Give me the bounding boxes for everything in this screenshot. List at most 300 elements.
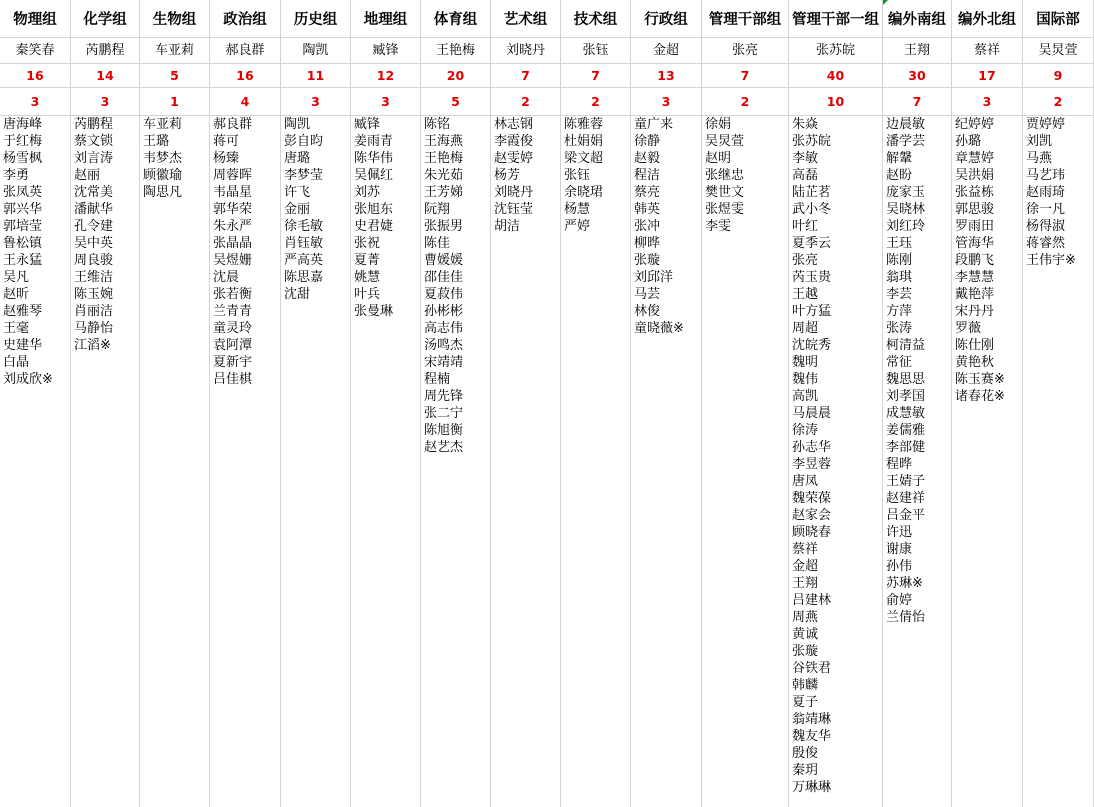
member-count-cell[interactable]: 17 [952,64,1022,88]
member-cell[interactable]: 黄艳秋 [955,355,995,370]
member-cell[interactable]: 鲁松镇 [3,236,43,251]
member-cell[interactable]: 陈华伟 [354,151,394,166]
group-column[interactable] [71,0,140,807]
group-name-cell[interactable]: 艺术组 [491,0,560,38]
member-cell[interactable]: 车亚莉 [143,117,183,132]
member-cell[interactable]: 唐海峰 [3,117,43,132]
member-cell[interactable]: 兰倩怡 [886,610,926,625]
member-cell[interactable]: 吴中英 [74,236,114,251]
member-cell[interactable]: 赵毅 [634,151,661,166]
member-cell[interactable]: 史君婕 [354,219,394,234]
member-cell[interactable]: 马芸 [634,287,661,302]
member-cell[interactable]: 诸春花※ [955,389,1005,404]
member-cell[interactable]: 程晔 [886,457,913,472]
member-cell[interactable]: 孔令建 [74,219,114,234]
member-cell[interactable]: 吕金平 [886,508,926,523]
member-cell[interactable]: 曹媛媛 [424,253,464,268]
member-cell[interactable]: 陆芷茗 [792,185,832,200]
member-cell[interactable]: 李霞俊 [494,134,534,149]
member-cell[interactable]: 蔡亮 [634,185,661,200]
member-count-cell[interactable]: 16 [0,64,70,88]
group-leader-cell[interactable]: 刘晓丹 [491,38,560,64]
member-cell[interactable]: 殷俊 [792,746,819,761]
member-cell[interactable]: 蒋睿然 [1026,236,1066,251]
member-count-cell[interactable]: 13 [631,64,701,88]
member-cell[interactable]: 邵佳佳 [424,270,464,285]
group-name-cell[interactable]: 国际部 [1023,0,1093,38]
group-leader-cell[interactable]: 吴炅萱 [1023,38,1093,64]
member-cell[interactable]: 陈仕刚 [955,338,995,353]
member-cell[interactable]: 刘苏 [354,185,381,200]
member-cell[interactable]: 赵家会 [792,508,832,523]
member-cell[interactable]: 彭自昀 [284,134,324,149]
active-count-cell[interactable]: 3 [71,88,139,116]
member-cell[interactable]: 武小冬 [792,202,832,217]
member-cell[interactable]: 罗薇 [955,321,982,336]
group-leader-cell[interactable]: 芮鹏程 [71,38,139,64]
member-cell[interactable]: 俞婷 [886,593,913,608]
member-cell[interactable]: 赵盼 [886,168,913,183]
member-cell[interactable]: 白晶 [3,355,30,370]
member-cell[interactable]: 张涛 [886,321,913,336]
group-name-cell[interactable]: 编外北组 [952,0,1022,38]
active-count-cell[interactable]: 10 [789,88,882,116]
member-cell[interactable]: 刘红玲 [886,219,926,234]
group-leader-cell[interactable]: 秦笑春 [0,38,70,64]
active-count-cell[interactable]: 3 [281,88,350,116]
group-column[interactable] [789,0,883,807]
member-cell[interactable]: 江滔※ [74,338,111,353]
member-cell[interactable]: 李部健 [886,440,926,455]
member-cell[interactable]: 张继忠 [705,168,745,183]
member-cell[interactable]: 黄诚 [792,627,819,642]
member-cell[interactable]: 芮玉贵 [792,270,832,285]
member-count-cell[interactable]: 30 [883,64,951,88]
group-name-cell[interactable]: 管理干部一组 [789,0,882,38]
member-cell[interactable]: 郝良群 [213,117,253,132]
group-leader-cell[interactable]: 陶凯 [281,38,350,64]
active-count-cell[interactable]: 2 [491,88,560,116]
member-cell[interactable]: 魏思思 [886,372,926,387]
member-cell[interactable]: 赵丽 [74,168,101,183]
member-cell[interactable]: 李梦莹 [284,168,324,183]
member-cell[interactable]: 陈佳 [424,236,451,251]
member-cell[interactable]: 李勇 [3,168,30,183]
member-cell[interactable]: 杨慧 [564,202,591,217]
member-cell[interactable]: 刘言涛 [74,151,114,166]
member-cell[interactable]: 常征 [886,355,913,370]
member-cell[interactable]: 周燕 [792,610,819,625]
group-column[interactable] [952,0,1023,807]
member-cell[interactable]: 顾徽瑜 [143,168,183,183]
member-cell[interactable]: 李昱蓉 [792,457,832,472]
member-cell[interactable]: 孙志华 [792,440,832,455]
member-cell[interactable]: 章慧婷 [955,151,995,166]
group-name-cell[interactable]: 生物组 [140,0,209,38]
member-cell[interactable]: 管海华 [955,236,995,251]
member-cell[interactable]: 叶红 [792,219,819,234]
member-cell[interactable]: 马艺玮 [1026,168,1066,183]
member-cell[interactable]: 杨芳 [494,168,521,183]
member-cell[interactable]: 魏伟 [792,372,819,387]
group-name-cell[interactable]: 化学组 [71,0,139,38]
member-cell[interactable]: 刘晓丹 [494,185,534,200]
member-cell[interactable]: 高志伟 [424,321,464,336]
member-cell[interactable]: 夏菁 [354,253,381,268]
active-count-cell[interactable]: 3 [0,88,70,116]
member-count-cell[interactable]: 7 [702,64,788,88]
member-count-cell[interactable]: 9 [1023,64,1093,88]
member-cell[interactable]: 刘孝国 [886,389,926,404]
member-cell[interactable]: 孙璐 [955,134,982,149]
member-cell[interactable]: 贾婷婷 [1026,117,1066,132]
member-cell[interactable]: 柳晔 [634,236,661,251]
member-cell[interactable]: 柯清益 [886,338,926,353]
member-cell[interactable]: 成慧敏 [886,406,926,421]
group-leader-cell[interactable]: 张亮 [702,38,788,64]
group-leader-cell[interactable]: 蔡祥 [952,38,1022,64]
group-leader-cell[interactable]: 王艳梅 [421,38,490,64]
active-count-cell[interactable]: 5 [421,88,490,116]
member-cell[interactable]: 夏子 [792,695,819,710]
group-name-cell[interactable]: 行政组 [631,0,701,38]
active-count-cell[interactable]: 3 [631,88,701,116]
member-cell[interactable]: 韩麟 [792,678,819,693]
group-name-cell[interactable]: 政治组 [210,0,280,38]
member-cell[interactable]: 蔡祥 [792,542,819,557]
member-cell[interactable]: 赵雅琴 [3,304,43,319]
member-cell[interactable]: 吴晓林 [886,202,926,217]
member-cell[interactable]: 翁琪 [886,270,913,285]
member-cell[interactable]: 宋丹丹 [955,304,995,319]
group-leader-cell[interactable]: 郝良群 [210,38,280,64]
member-cell[interactable]: 王维洁 [74,270,114,285]
group-column[interactable] [561,0,631,807]
member-cell[interactable]: 徐娟 [705,117,732,132]
member-cell[interactable]: 孙彬彬 [424,304,464,319]
member-cell[interactable]: 潘学芸 [886,134,926,149]
member-count-cell[interactable]: 20 [421,64,490,88]
member-cell[interactable]: 沈常美 [74,185,114,200]
member-cell[interactable]: 万琳琳 [792,780,832,795]
member-cell[interactable]: 谷铁君 [792,661,832,676]
member-cell[interactable]: 吴煜姗 [213,253,253,268]
member-cell[interactable]: 韩英 [634,202,661,217]
member-cell[interactable]: 史建华 [3,338,43,353]
group-column[interactable] [491,0,561,807]
member-cell[interactable]: 王海燕 [424,134,464,149]
member-cell[interactable]: 杜娟娟 [564,134,604,149]
group-leader-cell[interactable]: 臧锋 [351,38,420,64]
member-cell[interactable]: 刘凯 [1026,134,1053,149]
group-leader-cell[interactable]: 张钰 [561,38,630,64]
member-cell[interactable]: 陈旭衡 [424,423,464,438]
member-cell[interactable]: 高磊 [792,168,819,183]
member-cell[interactable]: 张若衡 [213,287,253,302]
member-cell[interactable]: 纪婷婷 [955,117,995,132]
member-cell[interactable]: 唐璐 [284,151,311,166]
member-cell[interactable]: 肖钰敏 [284,236,324,251]
member-cell[interactable]: 陈玉赛※ [955,372,1005,387]
member-cell[interactable]: 张祝 [354,236,381,251]
member-cell[interactable]: 李慧慧 [955,270,995,285]
member-cell[interactable]: 杨雪枫 [3,151,43,166]
member-cell[interactable]: 方萍 [886,304,913,319]
member-cell[interactable]: 马晨晨 [792,406,832,421]
member-cell[interactable]: 刘邱洋 [634,270,674,285]
member-cell[interactable]: 王珏 [886,236,913,251]
group-leader-cell[interactable]: 张苏皖 [789,38,882,64]
member-cell[interactable]: 王翔 [792,576,819,591]
active-count-cell[interactable]: 2 [1023,88,1093,116]
member-cell[interactable]: 陈铭 [424,117,451,132]
member-cell[interactable]: 童广来 [634,117,674,132]
member-cell[interactable]: 金丽 [284,202,311,217]
member-cell[interactable]: 金超 [792,559,819,574]
member-cell[interactable]: 解鞶 [886,151,913,166]
member-cell[interactable]: 姜雨青 [354,134,394,149]
member-cell[interactable]: 张冲 [634,219,661,234]
member-cell[interactable]: 程洁 [634,168,661,183]
member-cell[interactable]: 王婧子 [886,474,926,489]
member-cell[interactable]: 张晶晶 [213,236,253,251]
member-cell[interactable]: 姜儒雅 [886,423,926,438]
member-cell[interactable]: 赵建祥 [886,491,926,506]
member-cell[interactable]: 魏荣葆 [792,491,832,506]
member-cell[interactable]: 姚慧 [354,270,381,285]
active-count-cell[interactable]: 3 [351,88,420,116]
member-cell[interactable]: 沈皖秀 [792,338,832,353]
member-cell[interactable]: 刘成欣※ [3,372,53,387]
member-cell[interactable]: 李敏 [792,151,819,166]
member-cell[interactable]: 谢康 [886,542,913,557]
active-count-cell[interactable]: 2 [702,88,788,116]
group-column[interactable] [281,0,351,807]
member-cell[interactable]: 林志钢 [494,117,534,132]
member-cell[interactable]: 陈玉婉 [74,287,114,302]
member-cell[interactable]: 于红梅 [3,134,43,149]
member-cell[interactable]: 童灵玲 [213,321,253,336]
member-cell[interactable]: 徐毛敏 [284,219,324,234]
member-cell[interactable]: 徐静 [634,134,661,149]
member-cell[interactable]: 魏明 [792,355,819,370]
member-cell[interactable]: 王芳娣 [424,185,464,200]
member-cell[interactable]: 陈雅蓉 [564,117,604,132]
member-cell[interactable]: 张益栋 [955,185,995,200]
member-cell[interactable]: 周超 [792,321,819,336]
member-cell[interactable]: 宋靖靖 [424,355,464,370]
member-cell[interactable]: 郭华荣 [213,202,253,217]
member-cell[interactable]: 王永猛 [3,253,43,268]
member-cell[interactable]: 孙伟 [886,559,913,574]
member-cell[interactable]: 李芸 [886,287,913,302]
member-count-cell[interactable]: 40 [789,64,882,88]
member-cell[interactable]: 余晓珺 [564,185,604,200]
member-cell[interactable]: 徐涛 [792,423,819,438]
member-count-cell[interactable]: 14 [71,64,139,88]
member-cell[interactable]: 张旭东 [354,202,394,217]
group-column[interactable] [702,0,789,807]
member-cell[interactable]: 陶凯 [284,117,311,132]
member-cell[interactable]: 郭兴华 [3,202,43,217]
member-cell[interactable]: 王越 [792,287,819,302]
group-leader-cell[interactable]: 王翔 [883,38,951,64]
active-count-cell[interactable]: 2 [561,88,630,116]
group-column[interactable] [631,0,702,807]
member-cell[interactable]: 顾晓春 [792,525,832,540]
member-cell[interactable]: 张煜雯 [705,202,745,217]
member-cell[interactable]: 周先锋 [424,389,464,404]
member-cell[interactable]: 陈刚 [886,253,913,268]
member-cell[interactable]: 赵明 [705,151,732,166]
group-column[interactable] [140,0,210,807]
member-cell[interactable]: 马燕 [1026,151,1053,166]
member-cell[interactable]: 戴艳萍 [955,287,995,302]
member-cell[interactable]: 杨臻 [213,151,240,166]
member-cell[interactable]: 臧锋 [354,117,381,132]
active-count-cell[interactable]: 4 [210,88,280,116]
member-cell[interactable]: 梁文超 [564,151,604,166]
member-cell[interactable]: 兰青青 [213,304,253,319]
member-cell[interactable]: 王伟宇※ [1026,253,1076,268]
group-column[interactable] [351,0,421,807]
member-cell[interactable]: 周蓉晖 [213,168,253,183]
member-cell[interactable]: 赵雨琦 [1026,185,1066,200]
group-column[interactable] [421,0,491,807]
member-cell[interactable]: 张璇 [792,644,819,659]
member-cell[interactable]: 陶思凡 [143,185,183,200]
member-cell[interactable]: 沈甜 [284,287,311,302]
group-leader-cell[interactable]: 金超 [631,38,701,64]
active-count-cell[interactable]: 1 [140,88,209,116]
group-name-cell[interactable]: 技术组 [561,0,630,38]
member-cell[interactable]: 蒋可 [213,134,240,149]
member-cell[interactable]: 张亮 [792,253,819,268]
member-list [354,116,420,320]
member-count-cell[interactable]: 7 [561,64,630,88]
member-cell[interactable]: 高凯 [792,389,819,404]
group-column[interactable] [0,0,71,807]
member-cell[interactable]: 王毫 [3,321,30,336]
member-cell[interactable]: 童晓薇※ [634,321,684,336]
member-cell[interactable]: 吴凡 [3,270,30,285]
member-cell[interactable]: 潘献华 [74,202,114,217]
group-leader-cell[interactable]: 车亚莉 [140,38,209,64]
member-cell[interactable]: 吕佳棋 [213,372,253,387]
member-cell[interactable]: 韦晶星 [213,185,253,200]
member-cell[interactable]: 汤鸣杰 [424,338,464,353]
member-cell[interactable]: 徐一凡 [1026,202,1066,217]
active-count-cell[interactable]: 7 [883,88,951,116]
member-cell[interactable]: 王艳梅 [424,151,464,166]
member-cell[interactable]: 郭培莹 [3,219,43,234]
active-count-cell[interactable]: 3 [952,88,1022,116]
member-count-cell[interactable]: 7 [491,64,560,88]
member-cell[interactable]: 许飞 [284,185,311,200]
group-name-cell[interactable]: 编外南组 [883,0,951,38]
member-cell[interactable]: 许迅 [886,525,913,540]
member-cell[interactable]: 林俊 [634,304,661,319]
member-cell[interactable]: 张凤英 [3,185,43,200]
member-cell[interactable]: 赵昕 [3,287,30,302]
member-cell[interactable]: 沈晨 [213,270,240,285]
member-cell[interactable]: 叶兵 [354,287,381,302]
member-cell[interactable]: 胡洁 [494,219,521,234]
member-cell[interactable]: 夏新宇 [213,355,253,370]
member-cell[interactable]: 吴洪娟 [955,168,995,183]
member-cell[interactable]: 张钰 [564,168,591,183]
group-column[interactable] [210,0,281,807]
group-name-cell[interactable]: 物理组 [0,0,70,38]
member-cell[interactable]: 赵雯婷 [494,151,534,166]
member-cell[interactable]: 魏友华 [792,729,832,744]
member-cell[interactable]: 朱光茹 [424,168,464,183]
member-cell[interactable]: 张璇 [634,253,661,268]
member-cell[interactable]: 郭思骏 [955,202,995,217]
member-cell[interactable]: 周良骏 [74,253,114,268]
member-cell[interactable]: 罗雨田 [955,219,995,234]
group-name-cell[interactable]: 地理组 [351,0,420,38]
member-cell[interactable]: 张振男 [424,219,464,234]
member-count-cell[interactable]: 11 [281,64,350,88]
member-cell[interactable]: 吕建林 [792,593,832,608]
member-cell[interactable]: 袁阿潭 [213,338,253,353]
member-count-cell[interactable]: 5 [140,64,209,88]
member-cell[interactable]: 苏琳※ [886,576,923,591]
member-cell[interactable]: 蔡文锁 [74,134,114,149]
member-cell[interactable]: 严高英 [284,253,324,268]
member-cell[interactable]: 张苏皖 [792,134,832,149]
group-name-cell[interactable]: 历史组 [281,0,350,38]
member-cell[interactable]: 秦玥 [792,763,819,778]
member-cell[interactable]: 翁靖琳 [792,712,832,727]
member-count-cell[interactable]: 16 [210,64,280,88]
group-name-cell[interactable]: 管理干部组 [702,0,788,38]
member-cell[interactable]: 夏菽伟 [424,287,464,302]
member-cell[interactable]: 夏季云 [792,236,832,251]
member-cell[interactable]: 段鹏飞 [955,253,995,268]
member-cell[interactable]: 马静怡 [74,321,114,336]
member-cell[interactable]: 沈钰莹 [494,202,534,217]
member-cell[interactable]: 樊世文 [705,185,745,200]
member-cell[interactable]: 朱焱 [792,117,819,132]
member-cell[interactable]: 吴炅萱 [705,134,745,149]
member-cell[interactable]: 朱永严 [213,219,253,234]
member-cell[interactable]: 叶方猛 [792,304,832,319]
member-cell[interactable]: 严婷 [564,219,591,234]
group-column[interactable] [1023,0,1094,807]
member-cell[interactable]: 芮鹏程 [74,117,114,132]
member-cell[interactable]: 吴佩红 [354,168,394,183]
member-cell[interactable]: 肖丽洁 [74,304,114,319]
member-cell[interactable]: 程楠 [424,372,451,387]
member-count-cell[interactable]: 12 [351,64,420,88]
member-cell[interactable]: 边晨敏 [886,117,926,132]
member-cell[interactable]: 张二宁 [424,406,464,421]
member-cell[interactable]: 陈思嘉 [284,270,324,285]
member-cell[interactable]: 赵艺杰 [424,440,464,455]
member-cell[interactable]: 韦梦杰 [143,151,183,166]
member-cell[interactable]: 李雯 [705,219,732,234]
member-cell[interactable]: 王璐 [143,134,170,149]
member-cell[interactable]: 庞家玉 [886,185,926,200]
group-name-cell[interactable]: 体育组 [421,0,490,38]
member-cell[interactable]: 杨得淑 [1026,219,1066,234]
member-cell[interactable]: 阮翔 [424,202,451,217]
group-column[interactable] [883,0,952,807]
member-cell[interactable]: 唐凤 [792,474,819,489]
member-cell[interactable]: 张曼琳 [354,304,394,319]
